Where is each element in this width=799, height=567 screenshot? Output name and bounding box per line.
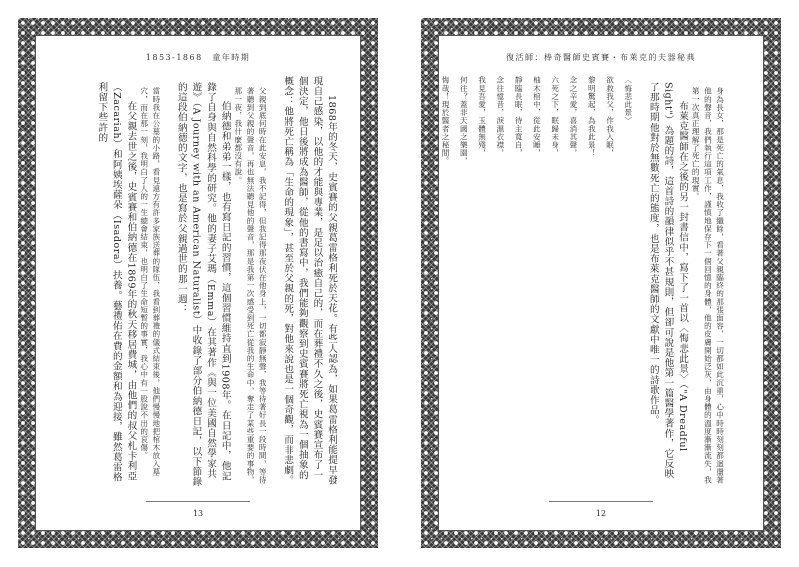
body-paragraph: 在父親去世之後，史賓賽和伯納德在1869年的秋天移居費城，由他們的叔父札卡利亞（Zacariah）和阿姨埃薩朵（Isadora）扶養。藝禮佑在費的金額和為迎接，雖然葛雷格利留下些許的 [96,82,137,483]
poem-line: 悔哉！現於醫者之秘間。 [441,76,451,166]
right-page-text [441,76,737,488]
body-paragraph: 布萊克醫師在之後的另一封書信中，寫下了一首以〈悔悲此景〉（"A Dreadful Sight"）為題的詩，這首詩的韻律似乎不甚規則，但卻可說是他第一篇醫學著作，它反映了那時期他對於無數死亡的態度，也是布萊克醫師的文獻中唯一的詩歌作品。 [647,82,688,479]
poem-line: 柚木棺中，從此安睡， [532,76,542,157]
poem-line: 何往？蓋非天國之樂園， [459,76,469,166]
left-page [18,18,378,548]
poem-line: 黎明驚起，為我此景！ [587,76,597,157]
right-footer-rule [549,501,653,502]
poem-line: 靜臨長眠，待主寬自， [514,76,524,157]
block-quote: 身為長女，那是死亡的氣息，我收了纖餘，看著父親臨終的那張面容，一切都如此沉重，心中時時刻刻都迴盪著他的聲音，我們執行這項工作，謹慎地保存下一個回憶的身體，他的皮膚開始泛灰，由身體的溫度漸漸流失，我第一次真正理解了死亡的現實。 [691,87,725,485]
poem-line: 我見吾愛，玉體無殘， [477,76,487,157]
left-page-content [35,35,361,531]
right-page [421,18,781,548]
body-paragraph: 1868年的冬天，史賓賽的父親葛雷格利死於天花。有些人認為，如果葛雷格利能提早發現自己感染，以他的才能與專業，是足以治癒自己的，而在葬禮不久之後，史賓賽宣布了一個決定，他日後將成為醫師，從他的書寫中，我們能夠觀察到史賓賽將死亡視為一個抽象的概念：他將死亡稱為「生命的現象」，甚至於父親的死，對他來說也是一個奇觀，而非悲劇。 [282,76,337,486]
right-running-header: 復活師：棒奇醫師史賓賽・布萊克的夫器秘典 [506,53,696,62]
poem-line: 念之辛愛，喜消其聲， [568,76,578,157]
block-quote: 當時我在公墓的小路，看見遠方有許多家族送葬的隊伍，我看到葬禮的儀式結束後，他們慢慢地把棺木放入墓穴，而在那一刻，我明白了人的一生總會結束，也明白了生命短暫的事實，我心中有一股說不出的哀傷。 [139,87,161,477]
left-footer-rule [146,501,250,502]
poem-line: 六死之下，眠歸未身， [550,76,560,157]
poem-line: 欲救我父，作我入眠， [605,76,615,157]
body-paragraph: 伯納德和弟弟一樣，也有寫日記的習慣，這個習慣維持直到1908年。在日記中，他記錄了自身與自然科學的研究。他的妻子艾瑪（Emma）在其著作《與一位美國自然學家共遊》（A Journey with an American Naturalist）中收錄了部分伯納德日記，以下節錄的這段伯納德的文字，也是寫於父親過世的那一週： [175,82,231,487]
poem-line: 念往憶昔，淚濕衣襟， [495,76,505,157]
right-page-number: 12 [595,509,607,518]
left-running-header: 1853-1868 童年時期 [145,53,251,62]
right-page-content [438,35,764,531]
left-page-number: 13 [192,509,204,518]
block-quote: 父親到底何時在此安息，我不記得，但我記得那夜伏在他身上，一切都寂靜無聲，我等待著好長一段時間，等待著聽到父親的聲音，再也無法聽見他的聲音，那是我第一次感受到死亡從我的生命中，奪走了某些重要的事物，那一夜，我什麼都沒有說。 [233,87,268,485]
left-page-text [62,76,338,488]
poem-title: 〈悔悲此景〉 [623,76,633,125]
